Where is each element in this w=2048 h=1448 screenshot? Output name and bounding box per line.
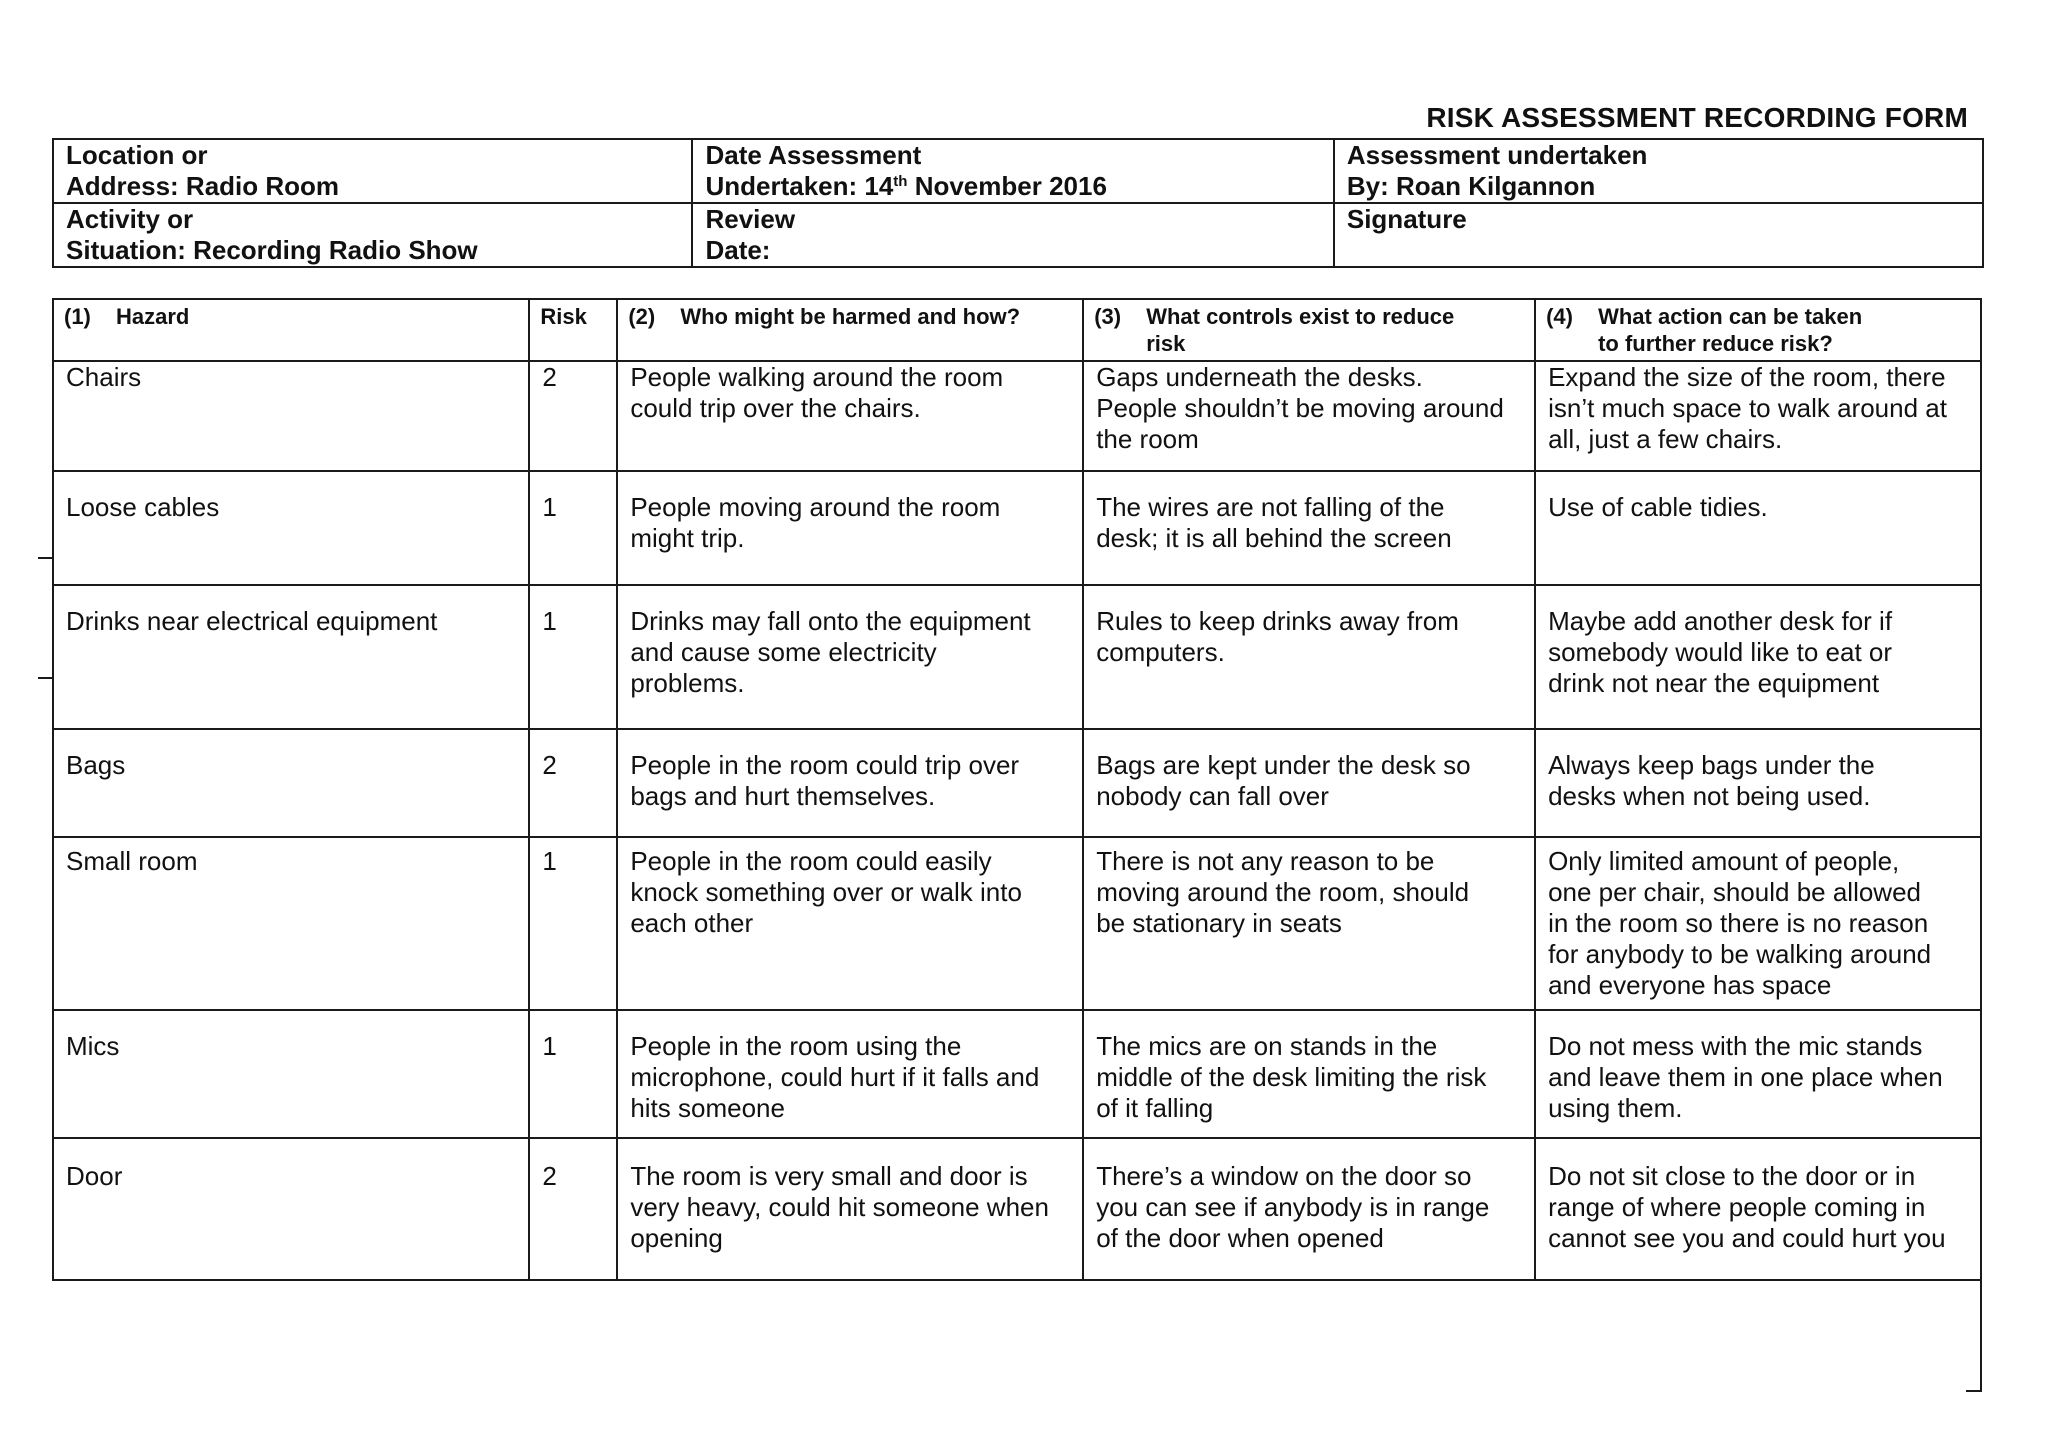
action-column-number: (4): [1546, 304, 1573, 329]
risk-cell: [529, 471, 617, 585]
action-line: cannot see you and could hurt you: [1548, 1223, 1946, 1253]
action-line: Always keep bags under the: [1548, 750, 1875, 780]
who-line: People in the room could trip over: [630, 750, 1020, 780]
who-cell: [617, 837, 1083, 1010]
column-header-action: [1535, 299, 1981, 361]
action-line: Only limited amount of people,: [1548, 846, 1900, 876]
action-column-label: What action can be taken: [1598, 304, 1863, 329]
date-label: Date Assessment: [705, 140, 922, 170]
controls-cell: [1083, 1138, 1535, 1280]
who-line: People moving around the room: [630, 492, 1001, 522]
table-row: [53, 361, 1981, 471]
date-value-prefix: Undertaken: 14: [705, 171, 894, 201]
who-column-number: (2): [628, 304, 656, 329]
controls-column-number: (3): [1094, 304, 1122, 329]
action-line: Expand the size of the room, there: [1548, 362, 1946, 392]
hazard-value: Door: [66, 1161, 123, 1191]
controls-cell: [1083, 837, 1535, 1010]
controls-cell: [1083, 361, 1535, 471]
table-row: [53, 471, 1981, 585]
risk-cell: [529, 729, 617, 837]
controls-line: you can see if anybody is in range: [1096, 1192, 1490, 1222]
review-value: Date:: [705, 235, 771, 265]
hazard-value: Bags: [66, 750, 126, 780]
action-line: in the room so there is no reason: [1548, 908, 1929, 938]
who-line: could trip over the chairs.: [630, 393, 921, 423]
who-line: knock something over or walk into: [630, 877, 1022, 907]
table-row: [53, 837, 1981, 1010]
header-row-2: [53, 203, 1983, 267]
who-line: and cause some electricity: [630, 637, 937, 667]
who-line: Drinks may fall onto the equipment: [630, 606, 1031, 636]
hazard-value: Loose cables: [66, 492, 220, 522]
hazard-cell: [53, 729, 529, 837]
column-header-hazard: [53, 299, 529, 361]
risk-table-header: [53, 299, 1981, 361]
margin-tick-2: [38, 677, 52, 679]
controls-line: People shouldn’t be moving around: [1096, 393, 1504, 423]
hazard-cell: [53, 1138, 529, 1280]
controls-column-label: What controls exist to reduce: [1146, 304, 1455, 329]
hazard-cell: [53, 1010, 529, 1138]
signature-cell: [1334, 203, 1983, 267]
hazard-value: Chairs: [66, 362, 142, 392]
controls-line: Bags are kept under the desk so: [1096, 750, 1471, 780]
controls-line: Gaps underneath the desks.: [1096, 362, 1423, 392]
assessor-value: By: Roan Kilgannon: [1346, 171, 1596, 201]
who-line: microphone, could hurt if it falls and: [630, 1062, 1040, 1092]
action-line: drink not near the equipment: [1548, 668, 1880, 698]
controls-line: computers.: [1096, 637, 1225, 667]
hazard-value: Mics: [66, 1031, 120, 1061]
activity-cell: [53, 203, 692, 267]
who-line: hits someone: [630, 1093, 785, 1123]
assessor-cell: [1334, 139, 1983, 203]
margin-tick-1: [38, 557, 52, 559]
action-line: range of where people coming in: [1548, 1192, 1926, 1222]
risk-value: 2: [542, 750, 557, 780]
controls-cell: [1083, 585, 1535, 729]
controls-column-label-cont: risk: [1146, 331, 1186, 356]
risk-cell: [529, 361, 617, 471]
form-title: RISK ASSESSMENT RECORDING FORM: [1426, 102, 1968, 133]
hazard-column-label: Hazard: [116, 304, 190, 329]
review-cell: [692, 203, 1333, 267]
action-column-label-cont: to further reduce risk?: [1598, 331, 1833, 356]
action-cell: [1535, 585, 1981, 729]
location-value: Address: Radio Room: [66, 171, 340, 201]
action-line: and leave them in one place when: [1548, 1062, 1943, 1092]
who-line: bags and hurt themselves.: [630, 781, 936, 811]
action-cell: [1535, 471, 1981, 585]
who-cell: [617, 471, 1083, 585]
risk-value: 1: [542, 492, 557, 522]
activity-value: Situation: Recording Radio Show: [66, 235, 478, 265]
who-line: People in the room could easily: [630, 846, 992, 876]
who-line: might trip.: [630, 523, 745, 553]
action-line: somebody would like to eat or: [1548, 637, 1893, 667]
column-header-risk: [529, 299, 617, 361]
risk-value: 1: [542, 846, 557, 876]
who-line: very heavy, could hit someone when: [630, 1192, 1049, 1222]
table-row: [53, 585, 1981, 729]
risk-value: 2: [542, 362, 557, 392]
controls-line: of the door when opened: [1096, 1223, 1384, 1253]
action-cell: [1535, 361, 1981, 471]
risk-value: 2: [542, 1161, 557, 1191]
who-line: each other: [630, 908, 754, 938]
page-edge-corner: [1966, 1390, 1982, 1392]
who-column-label: Who might be harmed and how?: [680, 304, 1021, 329]
risk-cell: [529, 1010, 617, 1138]
who-cell: [617, 729, 1083, 837]
risk-column-label: Risk: [540, 304, 587, 329]
action-line: Do not sit close to the door or in: [1548, 1161, 1916, 1191]
controls-cell: [1083, 729, 1535, 837]
who-cell: [617, 1138, 1083, 1280]
table-row: [53, 1138, 1981, 1280]
review-label: Review: [705, 204, 796, 234]
assessment-header-table: [52, 138, 1984, 268]
controls-line: nobody can fall over: [1096, 781, 1329, 811]
controls-line: of it falling: [1096, 1093, 1214, 1123]
controls-cell: [1083, 471, 1535, 585]
column-header-who: [617, 299, 1083, 361]
signature-label: Signature: [1346, 204, 1467, 234]
date-assessment-cell: [692, 139, 1333, 203]
risk-cell: [529, 1138, 617, 1280]
action-line: desks when not being used.: [1548, 781, 1871, 811]
action-cell: [1535, 1010, 1981, 1138]
table-row: [53, 1010, 1981, 1138]
who-line: The room is very small and door is: [630, 1161, 1028, 1191]
location-label: Location or: [66, 140, 208, 170]
action-line: Maybe add another desk for if: [1548, 606, 1893, 636]
who-line: opening: [630, 1223, 723, 1253]
hazard-column-number: (1): [64, 304, 91, 329]
controls-cell: [1083, 1010, 1535, 1138]
who-cell: [617, 1010, 1083, 1138]
action-line: one per chair, should be allowed: [1548, 877, 1922, 907]
date-value-ordinal: th: [893, 173, 908, 190]
action-line: and everyone has space: [1548, 970, 1832, 1000]
controls-line: be stationary in seats: [1096, 908, 1342, 938]
risk-cell: [529, 585, 617, 729]
controls-line: The wires are not falling of the: [1096, 492, 1445, 522]
action-line: Use of cable tidies.: [1548, 492, 1768, 522]
location-cell: [53, 139, 692, 203]
action-line: for anybody to be walking around: [1548, 939, 1932, 969]
risk-table-body: [53, 361, 1981, 1280]
controls-line: Rules to keep drinks away from: [1096, 606, 1459, 636]
hazard-value: Drinks near electrical equipment: [66, 606, 438, 636]
controls-line: the room: [1096, 424, 1199, 454]
hazard-cell: [53, 837, 529, 1010]
risk-value: 1: [542, 1031, 557, 1061]
page-edge-vertical: [1980, 1212, 1982, 1392]
action-cell: [1535, 1138, 1981, 1280]
controls-line: There’s a window on the door so: [1096, 1161, 1472, 1191]
column-header-controls: [1083, 299, 1535, 361]
action-line: isn’t much space to walk around at: [1548, 393, 1947, 423]
controls-line: desk; it is all behind the screen: [1096, 523, 1452, 553]
date-value-suffix: November 2016: [907, 171, 1107, 201]
controls-line: There is not any reason to be: [1096, 846, 1435, 876]
who-line: People in the room using the: [630, 1031, 962, 1061]
header-row-1: [53, 139, 1983, 203]
date-value: [705, 171, 1320, 202]
risk-value: 1: [542, 606, 557, 636]
assessor-label: Assessment undertaken: [1346, 140, 1648, 170]
risk-table: [52, 298, 1982, 1281]
who-line: People walking around the room: [630, 362, 1004, 392]
action-line: using them.: [1548, 1093, 1683, 1123]
activity-label: Activity or: [66, 204, 194, 234]
hazard-cell: [53, 361, 529, 471]
controls-line: The mics are on stands in the: [1096, 1031, 1438, 1061]
action-cell: [1535, 837, 1981, 1010]
action-line: Do not mess with the mic stands: [1548, 1031, 1923, 1061]
hazard-cell: [53, 585, 529, 729]
hazard-value: Small room: [66, 846, 198, 876]
risk-cell: [529, 837, 617, 1010]
hazard-cell: [53, 471, 529, 585]
controls-line: moving around the room, should: [1096, 877, 1470, 907]
who-cell: [617, 361, 1083, 471]
who-cell: [617, 585, 1083, 729]
controls-line: middle of the desk limiting the risk: [1096, 1062, 1487, 1092]
who-line: problems.: [630, 668, 745, 698]
table-row: [53, 729, 1981, 837]
action-line: all, just a few chairs.: [1548, 424, 1783, 454]
action-cell: [1535, 729, 1981, 837]
